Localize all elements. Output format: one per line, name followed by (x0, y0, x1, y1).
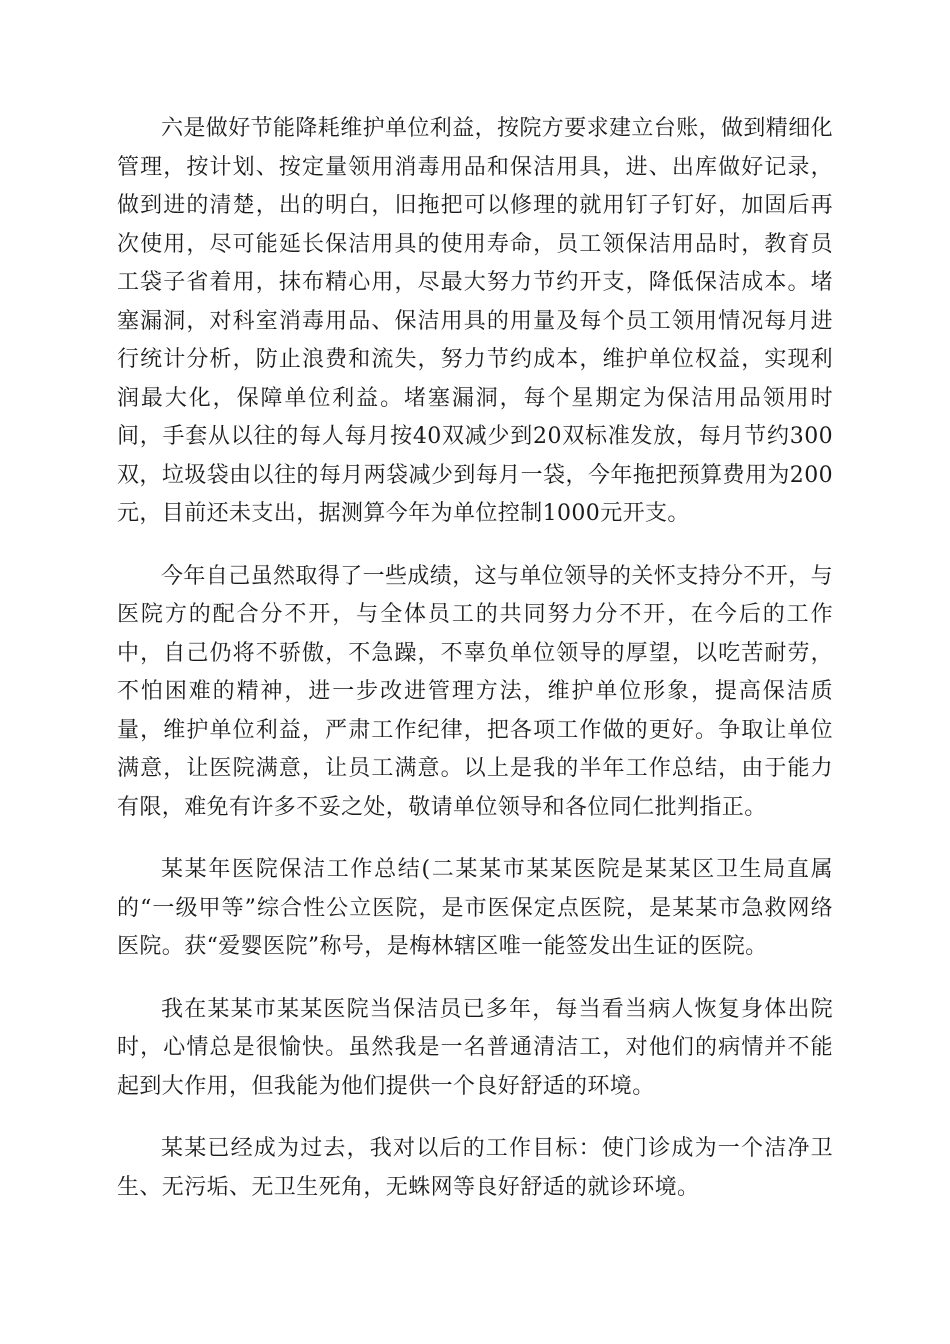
document-body (117, 110, 833, 1231)
paragraph-achievements: 今年自己虽然取得了一些成绩，这与单位领导的关怀支持分不开，与医院方的配合分不开，与全体员工的共同努力分不开，在今后的工作中，自己仍将不骄傲，不急躁，不辜负单位领导的厚望，以吃苦耐劳，不怕困难的精神，进一步改进管理方法，维护单位形象，提高保洁质量，维护单位利益，严肃工作纪律，把各项工作做的更好。争取让单位满意，让医院满意，让员工满意。以上是我的半年工作总结，由于能力有限，难免有许多不妥之处，敬请单位领导和各位同仁批判指正。 (117, 563, 834, 820)
paragraph-hospital-intro: 某某年医院保洁工作总结(二某某市某某医院是某某区卫生局直属的“一级甲等”综合性公立医院，是市医保定点医院，是某某市急救网络医院。获“爱婴医院”称号，是梅林辖区唯一能签发出生证的医院。 (117, 857, 833, 959)
paragraph-energy-saving: 六是做好节能降耗维护单位利益，按院方要求建立台账，做到精细化管理，按计划、按定量领用消毒用品和保洁用具，进、出库做好记录，做到进的清楚，出的明白，旧拖把可以修理的就用钉子钉好，加固后再次使用，尽可能延长保洁用具的使用寿命，员工领保洁用品时，教育员工袋子省着用，抹布精心用，尽最大努力节约开支，降低保洁成本。堵塞漏洞，对科室消毒用品、保洁用具的用量及每个员工领用情况每月进行统计分析，防止浪费和流失，努力节约成本，维护单位权益，实现利润最大化，保障单位利益。堵塞漏洞，每个星期定为保洁用品领用时间，手套从以往的每人每月按40双减少到20双标准发放，每月节约300双，垃圾袋由以往的每月两袋减少到每月一袋，今年拖把预算费用为200元，目前还未支出，据测算今年为单位控制1000元开支。 (117, 116, 834, 526)
paragraph-work-goals: 某某已经成为过去，我对以后的工作目标：使门诊成为一个洁净卫生、无污垢、无卫生死角，无蛛网等良好舒适的就诊环境。 (117, 1136, 833, 1200)
paragraph-personal-experience: 我在某某市某某医院当保洁员已多年，每当看当病人恢复身体出院时，心情总是很愉快。虽然我是一名普通清洁工，对他们的病情并不能起到大作用，但我能为他们提供一个良好舒适的环境。 (117, 996, 833, 1099)
